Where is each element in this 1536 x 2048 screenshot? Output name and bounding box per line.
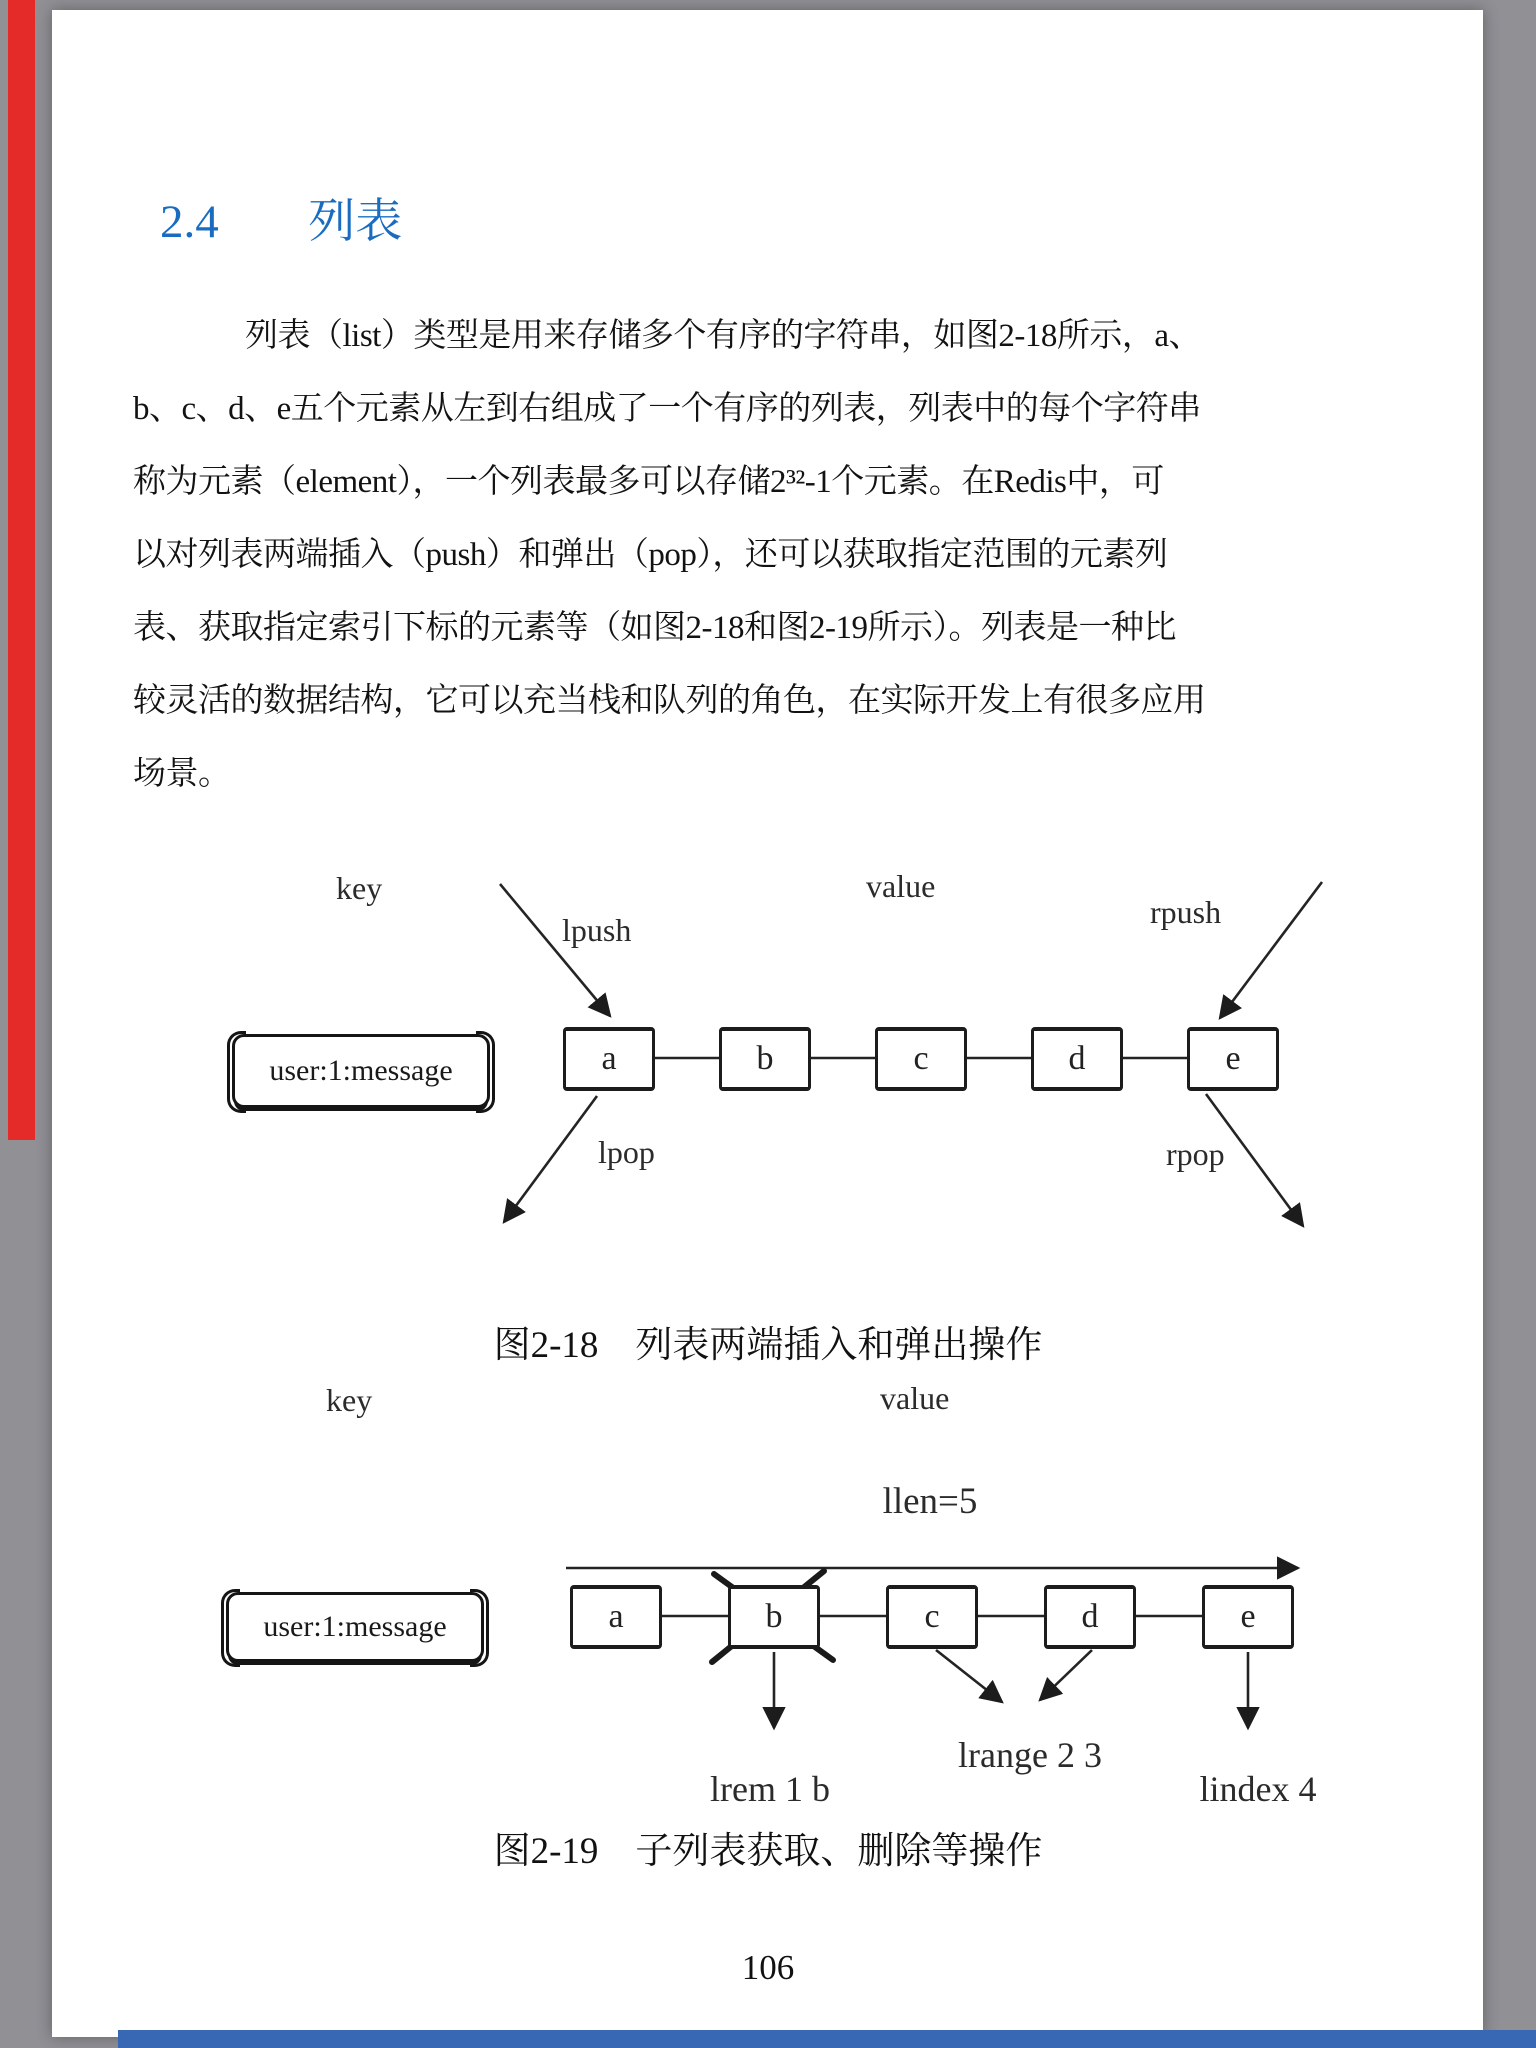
paragraph-line: 列表（list）类型是用来存储多个有序的字符串，如图2-18所示，a、: [245, 318, 1201, 354]
fig219-value-label: value: [880, 1380, 950, 1416]
fig218-rpush-label: rpush: [1150, 894, 1222, 930]
fig218-lpush-label: lpush: [562, 912, 632, 948]
fig218-lpop-label: lpop: [598, 1134, 655, 1170]
paragraph-line: 表、获取指定索引下标的元素等（如图2-18和图2-19所示）。列表是一种比: [133, 610, 1176, 646]
bottom-progress-bar: [118, 2030, 1536, 2048]
fig219-element-c: c: [886, 1585, 978, 1649]
fig218-key-box: user:1:message: [232, 1034, 490, 1108]
fig218-rpop-label: rpop: [1166, 1136, 1225, 1172]
fig218-element-d: d: [1031, 1027, 1123, 1091]
paragraph-line: b、c、d、e五个元素从左到右组成了一个有序的列表，列表中的每个字符串: [133, 391, 1201, 427]
fig218-value-label: value: [866, 868, 936, 904]
fig219-lrange-arrow-from-d: [1040, 1650, 1092, 1700]
paragraph-line: 场景。: [133, 756, 231, 792]
page-number: 106: [741, 1948, 795, 1987]
fig218-rpush-arrow: [1220, 882, 1322, 1018]
paragraph-line: 称为元素（element），一个列表最多可以存储2³²-1个元素。在Redis中，可: [133, 464, 1164, 500]
fig218-element-c: c: [875, 1027, 967, 1091]
fig218-element-a: a: [563, 1027, 655, 1091]
paragraph-line: 以对列表两端插入（push）和弹出（pop），还可以获取指定范围的元素列: [133, 537, 1168, 573]
fig219-caption: 图2-19 子列表获取、删除等操作: [493, 1831, 1043, 1872]
fig219-lindex-label: lindex 4: [1199, 1769, 1317, 1809]
fig219-element-b-removed: b: [728, 1585, 820, 1649]
section-number: 2.4: [160, 196, 219, 248]
fig218-lpush-arrow: [500, 884, 610, 1016]
fig219-llen-label: llen=5: [882, 1481, 978, 1522]
left-ribbon-bar: [8, 0, 35, 1140]
fig218-caption: 图2-18 列表两端插入和弹出操作: [493, 1325, 1043, 1366]
fig218-element-b: b: [719, 1027, 811, 1091]
fig219-key-label: key: [326, 1382, 373, 1418]
fig218-key-label: key: [336, 870, 383, 906]
paragraph-line: 较灵活的数据结构，它可以充当栈和队列的角色，在实际开发上有很多应用: [133, 683, 1206, 719]
fig219-element-a: a: [570, 1585, 662, 1649]
fig219-lrange-arrow-from-c: [936, 1650, 1002, 1702]
fig219-element-d: d: [1044, 1585, 1136, 1649]
fig219-lrem-label: lrem 1 b: [710, 1769, 830, 1809]
fig218-element-e: e: [1187, 1027, 1279, 1091]
fig219-element-e: e: [1202, 1585, 1294, 1649]
fig218-lpop-arrow: [504, 1096, 597, 1222]
section-title: 列表: [308, 196, 403, 248]
section-heading: [160, 184, 402, 251]
fig219-key-box: user:1:message: [226, 1592, 484, 1662]
fig219-lrange-label: lrange 2 3: [958, 1735, 1102, 1775]
